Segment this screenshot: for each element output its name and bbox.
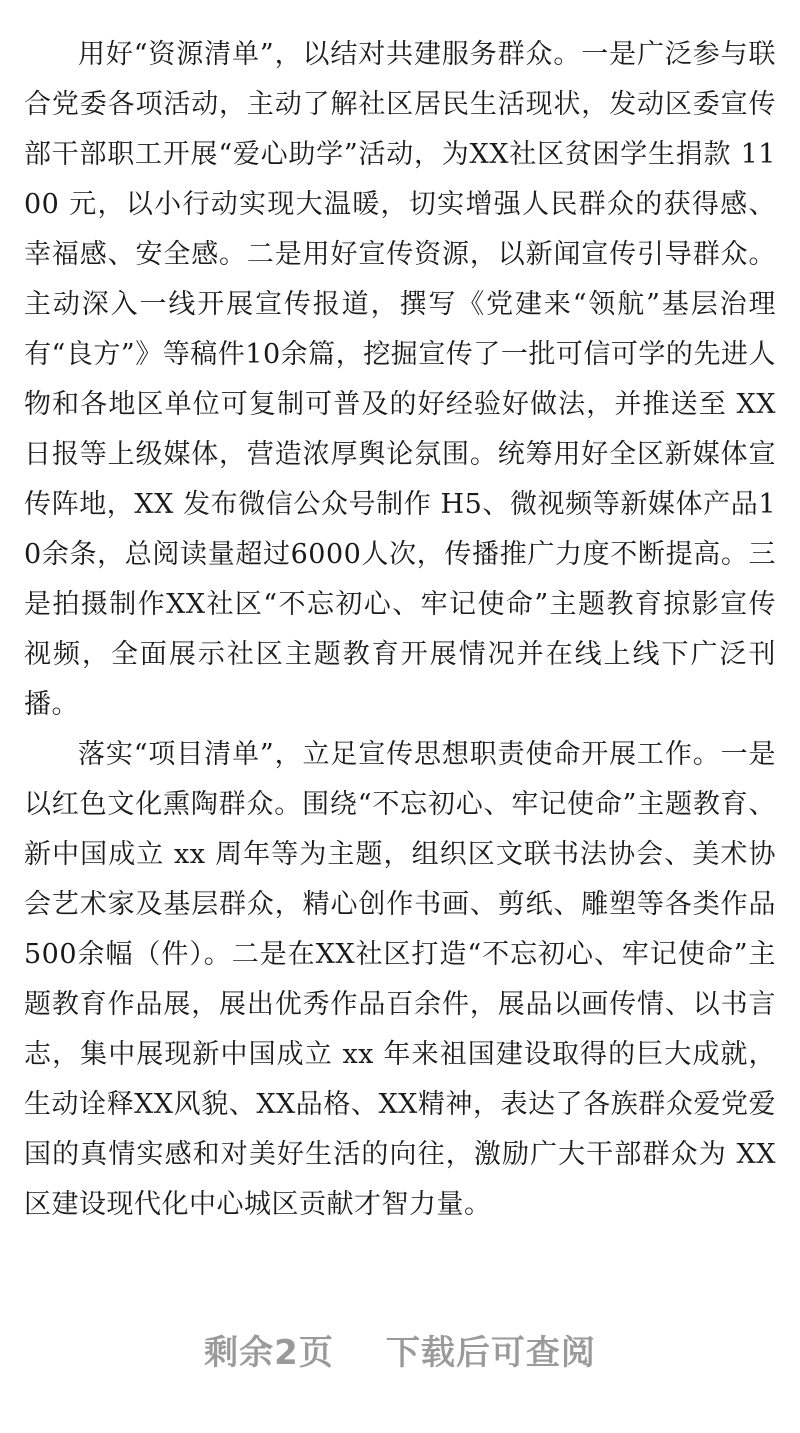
document-body bbox=[24, 30, 776, 1230]
paragraph-resource-list: 用好“资源清单”，以结对共建服务群众。一是广泛参与联合党委各项活动，主动了解社区居民生活现状，发动区委宣传部干部职工开展“爱心助学”活动，为XX社区贫困学生捐款 1100 元，以小行动实现大温暖，切实增强人民群众的获得感、幸福感、安全感。二是用好宣传资源，以新闻宣传引导群众。主动深入一线开展宣传报道，撰写《党建来“领航”基层治理有“良方”》等稿件10余篇，挖掘宣传了一批可信可学的先进人物和各地区单位可复制可普及的好经验好做法，并推送至 XX 日报等上级媒体，营造浓厚舆论氛围。统筹用好全区新媒体宣传阵地，XX 发布微信公众号制作 H5、微视频等新媒体产品10余条，总阅读量超过6000人次，传播推广力度不断提高。三是拍摄制作XX社区“不忘初心、牢记使命”主题教育掠影宣传视频，全面展示社区主题教育开展情况并在线上线下广泛刊播。 bbox=[24, 39, 776, 720]
download-prompt-banner[interactable] bbox=[0, 1328, 800, 1378]
remaining-pages-label: 剩余2页 bbox=[204, 1333, 334, 1373]
download-hint-label: 下载后可查阅 bbox=[385, 1333, 596, 1373]
paragraph-project-list: 落实“项目清单”，立足宣传思想职责使命开展工作。一是以红色文化熏陶群众。围绕“不忘初心、牢记使命”主题教育、新中国成立 xx 周年等为主题，组织区文联书法协会、美术协会艺术家及基层群众，精心创作书画、剪纸、雕塑等各类作品500余幅（件）。二是在XX社区打造“不忘初心、牢记使命”主题教育作品展，展出优秀作品百余件，展品以画传情、以书言志，集中展现新中国成立 xx 年来祖国建设取得的巨大成就，生动诠释XX风貌、XX品格、XX精神，表达了各族群众爱党爱国的真情实感和对美好生活的向往，激励广大干部群众为 XX 区建设现代化中心城区贡献才智力量。 bbox=[24, 739, 776, 1220]
